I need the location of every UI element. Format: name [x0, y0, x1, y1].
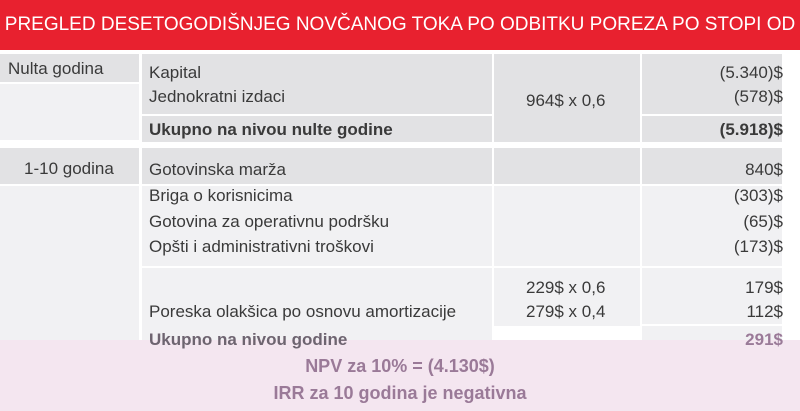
calc-cell-years-mid	[494, 186, 640, 266]
period-label-years: 1-10 godina	[24, 159, 114, 178]
row-value-marza: 840$	[745, 160, 783, 179]
total-label-years: Ukupno na nivou godine	[149, 330, 348, 349]
row-label-kapital: Kapital	[149, 63, 201, 82]
total-value-zero: (5.918)$	[719, 120, 783, 139]
calc-cell-years-top	[494, 148, 640, 184]
irr-result: IRR za 10 godina je negativna	[273, 383, 527, 403]
total-label-zero: Ukupno na nivou nulte godine	[149, 120, 393, 139]
row-value-jednokratni: (578)$	[733, 87, 783, 106]
row-value-administrativni: (173)$	[733, 237, 783, 256]
row-label-jednokratni: Jednokratni izdaci	[149, 87, 286, 106]
row-label-operativna: Gotovina za operativnu podršku	[149, 212, 390, 231]
npv-result: NPV za 10% = (4.130$)	[305, 356, 495, 376]
calc-depreciation-2: 279$ x 0,4	[526, 302, 606, 321]
period-cell-zero-blank	[0, 84, 139, 140]
period-cell-years-blank	[0, 186, 139, 340]
total-value-years: 291$	[745, 330, 783, 349]
calc-depreciation-1: 229$ x 0,6	[526, 278, 606, 297]
row-label-briga: Briga o korisnicima	[149, 186, 293, 205]
row-label-administrativni: Opšti i administrativni troškovi	[149, 237, 374, 256]
title-prefix: PREGLED DESETOGODIŠNJEG NOVČANOG TOKA PO ODBITKU POREZA PO STOPI OD	[4, 14, 796, 35]
row-value-operativna: (65)$	[743, 212, 783, 231]
row-value-briga: (303)$	[733, 186, 783, 205]
calc-zero: 964$ x 0,6	[526, 91, 606, 110]
value-depreciation-2: 112$	[746, 302, 783, 321]
table-title	[0, 0, 800, 50]
row-label-marza: Gotovinska marža	[149, 160, 286, 179]
value-depreciation-1: 179$	[745, 278, 783, 297]
row-label-amortizacija: Poreska olakšica po osnovu amortizacije	[149, 302, 457, 321]
row-value-kapital: (5.340)$	[719, 63, 783, 82]
period-label-zero: Nulta godina	[8, 59, 104, 78]
